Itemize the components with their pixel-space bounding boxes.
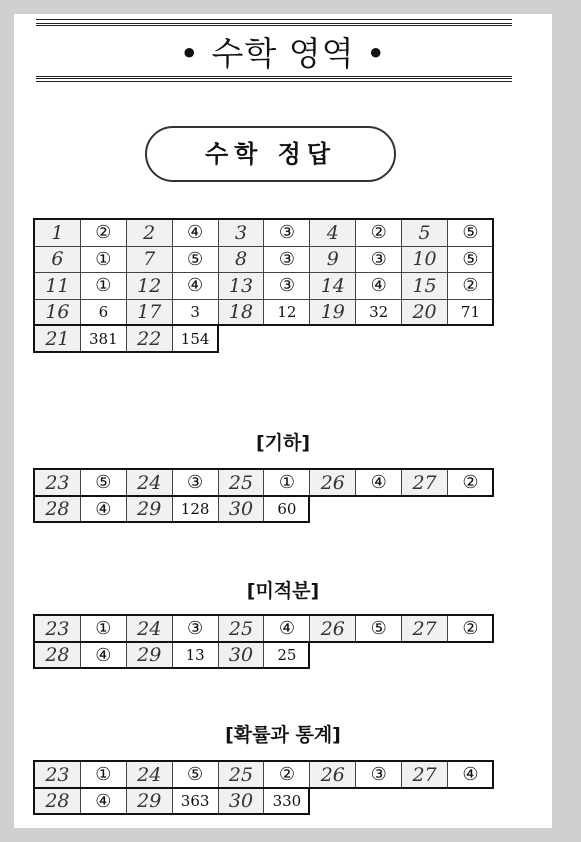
question-number: 24 xyxy=(126,616,172,643)
answer-value: 13 xyxy=(172,642,218,669)
question-number: 6 xyxy=(35,246,81,273)
empty-cell xyxy=(448,642,494,669)
answer-value: ② xyxy=(448,273,494,300)
answer-key-page xyxy=(14,14,552,828)
section-title-calculus: [미적분] xyxy=(246,580,320,602)
question-number: 29 xyxy=(126,496,172,523)
answer-value: 381 xyxy=(80,326,126,353)
answer-value: ③ xyxy=(356,762,402,789)
question-number: 27 xyxy=(402,762,448,789)
answer-row xyxy=(35,220,494,247)
section-title-geometry: [기하] xyxy=(255,432,311,454)
question-number: 2 xyxy=(126,220,172,247)
answer-value: ③ xyxy=(356,246,402,273)
answer-row xyxy=(35,273,494,300)
answer-value: ⑤ xyxy=(448,246,494,273)
question-number: 4 xyxy=(310,220,356,247)
empty-cell xyxy=(402,642,448,669)
question-number: 9 xyxy=(310,246,356,273)
answer-value: 71 xyxy=(448,299,494,326)
question-number: 12 xyxy=(126,273,172,300)
empty-cell xyxy=(356,642,402,669)
empty-cell xyxy=(264,326,310,353)
answer-value: ⑤ xyxy=(448,220,494,247)
question-number: 22 xyxy=(126,326,172,353)
question-number: 27 xyxy=(402,470,448,497)
answer-row xyxy=(35,299,494,326)
answer-row xyxy=(35,496,494,523)
top-rule xyxy=(36,19,512,20)
answer-row xyxy=(35,762,494,789)
question-number: 23 xyxy=(35,616,81,643)
empty-cell xyxy=(310,788,356,815)
answer-value: 25 xyxy=(264,642,310,669)
question-number: 7 xyxy=(126,246,172,273)
question-number: 26 xyxy=(310,762,356,789)
empty-cell xyxy=(402,326,448,353)
answer-value: ④ xyxy=(356,470,402,497)
answer-value: ④ xyxy=(264,616,310,643)
question-number: 19 xyxy=(310,299,356,326)
question-number: 26 xyxy=(310,470,356,497)
answer-value: 32 xyxy=(356,299,402,326)
question-number: 24 xyxy=(126,470,172,497)
empty-cell xyxy=(448,326,494,353)
question-number: 28 xyxy=(35,496,81,523)
empty-cell xyxy=(310,326,356,353)
answer-value: ① xyxy=(264,470,310,497)
question-number: 3 xyxy=(218,220,264,247)
answer-value: ① xyxy=(80,616,126,643)
question-number: 30 xyxy=(218,642,264,669)
empty-cell xyxy=(310,642,356,669)
section-title-probability: [확률과 통계] xyxy=(225,724,341,746)
answer-value: ② xyxy=(264,762,310,789)
answer-table xyxy=(34,761,494,815)
answer-value: ③ xyxy=(264,220,310,247)
top-double-rule xyxy=(36,23,512,26)
question-number: 1 xyxy=(35,220,81,247)
answer-row xyxy=(35,470,494,497)
answer-value: ③ xyxy=(264,246,310,273)
empty-cell xyxy=(402,788,448,815)
answer-value: ④ xyxy=(448,762,494,789)
answer-value: ① xyxy=(80,273,126,300)
answer-value: ① xyxy=(80,762,126,789)
answer-value: ⑤ xyxy=(172,762,218,789)
answer-value: ④ xyxy=(80,642,126,669)
question-number: 23 xyxy=(35,762,81,789)
answer-value: ④ xyxy=(356,273,402,300)
question-number: 13 xyxy=(218,273,264,300)
question-number: 21 xyxy=(35,326,81,353)
answer-table xyxy=(34,469,494,523)
question-number: 18 xyxy=(218,299,264,326)
title-rule xyxy=(36,81,512,82)
empty-cell xyxy=(448,496,494,523)
question-number: 28 xyxy=(35,642,81,669)
question-number: 17 xyxy=(126,299,172,326)
title-double-rule xyxy=(36,76,512,79)
answer-value: ② xyxy=(448,616,494,643)
question-number: 28 xyxy=(35,788,81,815)
empty-cell xyxy=(218,326,264,353)
question-number: 30 xyxy=(218,788,264,815)
answer-value: 330 xyxy=(264,788,310,815)
answer-value: ③ xyxy=(172,470,218,497)
answer-value: ③ xyxy=(264,273,310,300)
question-number: 14 xyxy=(310,273,356,300)
answer-value: 60 xyxy=(264,496,310,523)
answer-table xyxy=(34,615,494,669)
answer-value: 6 xyxy=(80,299,126,326)
empty-cell xyxy=(310,496,356,523)
answer-value: ④ xyxy=(80,496,126,523)
page-title: • 수학 영역 • xyxy=(179,34,387,73)
question-number: 16 xyxy=(35,299,81,326)
answer-value: ② xyxy=(80,220,126,247)
answer-value: ⑤ xyxy=(172,246,218,273)
question-number: 10 xyxy=(402,246,448,273)
answer-value: ② xyxy=(356,220,402,247)
answer-row xyxy=(35,642,494,669)
empty-cell xyxy=(356,788,402,815)
answer-value: ⑤ xyxy=(80,470,126,497)
answer-value: ④ xyxy=(80,788,126,815)
empty-cell xyxy=(356,496,402,523)
answer-row xyxy=(35,788,494,815)
empty-cell xyxy=(448,788,494,815)
question-number: 24 xyxy=(126,762,172,789)
question-number: 15 xyxy=(402,273,448,300)
question-number: 26 xyxy=(310,616,356,643)
answer-row xyxy=(35,616,494,643)
answer-value: ③ xyxy=(172,616,218,643)
empty-cell xyxy=(356,326,402,353)
answer-value: 363 xyxy=(172,788,218,815)
answer-table xyxy=(34,219,494,353)
answer-value: 154 xyxy=(172,326,218,353)
question-number: 23 xyxy=(35,470,81,497)
question-number: 5 xyxy=(402,220,448,247)
question-number: 29 xyxy=(126,642,172,669)
question-number: 20 xyxy=(402,299,448,326)
question-number: 29 xyxy=(126,788,172,815)
answer-value: 3 xyxy=(172,299,218,326)
answer-value: 128 xyxy=(172,496,218,523)
answer-value: ④ xyxy=(172,220,218,247)
answer-value: 12 xyxy=(264,299,310,326)
question-number: 11 xyxy=(35,273,81,300)
question-number: 27 xyxy=(402,616,448,643)
question-number: 25 xyxy=(218,616,264,643)
answer-value: ① xyxy=(80,246,126,273)
answer-badge: 수학 정답 xyxy=(145,126,396,182)
answer-value: ⑤ xyxy=(356,616,402,643)
question-number: 30 xyxy=(218,496,264,523)
answer-row xyxy=(35,326,494,353)
answer-value: ② xyxy=(448,470,494,497)
question-number: 8 xyxy=(218,246,264,273)
answer-row xyxy=(35,246,494,273)
question-number: 25 xyxy=(218,762,264,789)
answer-value: ④ xyxy=(172,273,218,300)
empty-cell xyxy=(402,496,448,523)
question-number: 25 xyxy=(218,470,264,497)
